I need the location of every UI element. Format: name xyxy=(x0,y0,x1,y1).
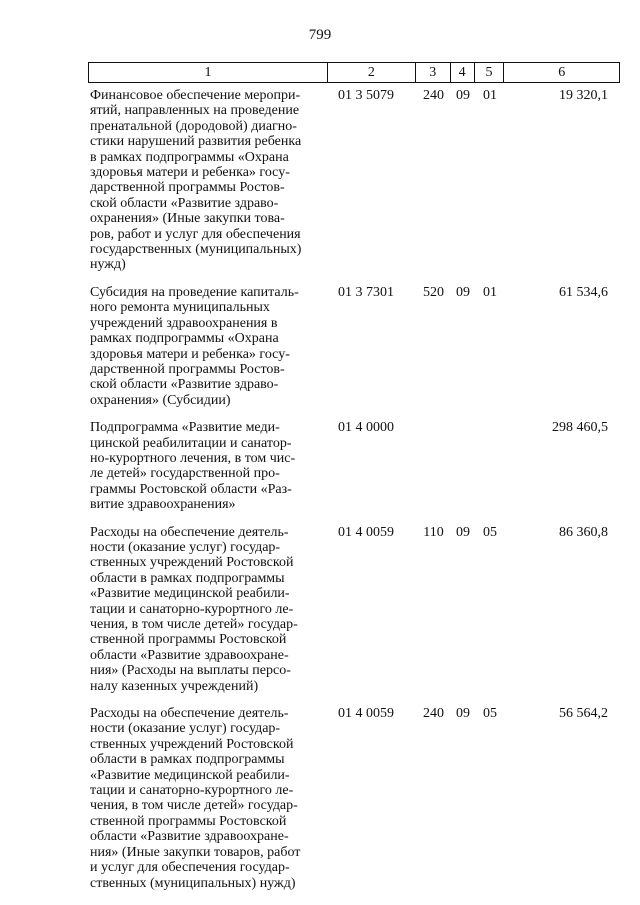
row-description: Финансовое обеспечение меропри- ятий, направленных на проведение пренатальной (дородовой) диагно- стики нарушений развития ребенка в рамках подпрограммы «Охрана здоровья матери и ребенка» госу- дарственной программы Ростов- ской области «Развитие здраво- охранения» (Иные закупки това- ров, работ и услуг для обеспечения государственных (муниципальных) нужд) xyxy=(90,88,302,273)
row-section: 09 xyxy=(456,524,470,540)
table-row xyxy=(88,706,620,891)
table-row xyxy=(88,525,620,694)
row-expense-type: 110 xyxy=(423,524,444,540)
row-subsection: 01 xyxy=(483,284,497,300)
column-header-1: 1 xyxy=(89,63,328,82)
row-target-code: 01 4 0059 xyxy=(338,706,394,722)
row-expense-type: 520 xyxy=(423,284,444,300)
page-number: 799 xyxy=(308,27,332,43)
table-row xyxy=(88,285,620,408)
row-description: Расходы на обеспечение деятель- ности (оказание услуг) государ- ственных учреждений Ростовской области в рамках подпрограммы «Развитие медицинской реабили- тации и санаторно-курортного ле- чения, в том числе детей» государ- ственной программы Ростовской области «Развитие здравоохране- ния» (Иные закупки товаров, работ и услуг для обеспечения государ- ственных (муниципальных) нужд) xyxy=(90,706,301,891)
row-amount: 19 320,1 xyxy=(559,88,608,103)
row-target-code: 01 3 5079 xyxy=(338,88,394,103)
row-section: 09 xyxy=(456,284,470,300)
row-section: 09 xyxy=(456,706,470,722)
row-amount: 86 360,8 xyxy=(559,524,608,540)
row-description: Подпрограмма «Развитие меди- цинской реабилитации и санатор- но-курортного лечения, в том чис- ле детей» государственной про- граммы Ростовской области «Раз- витие здравоохранения» xyxy=(90,420,296,513)
column-header-3: 3 xyxy=(416,63,451,82)
column-header-5: 5 xyxy=(475,63,505,82)
row-section: 09 xyxy=(456,88,470,103)
column-header-4: 4 xyxy=(451,63,475,82)
row-subsection: 05 xyxy=(483,524,497,540)
table-row xyxy=(88,420,620,512)
row-subsection: 01 xyxy=(483,88,497,103)
row-amount: 56 564,2 xyxy=(559,706,608,722)
row-target-code: 01 3 7301 xyxy=(338,284,394,300)
table-body xyxy=(88,88,620,891)
row-description: Расходы на обеспечение деятель- ности (оказание услуг) государ- ственных учреждений Ростовской области в рамках подпрограммы «Развитие медицинской реабили- тации и санаторно-курортного ле- чения, в том числе детей» государ- ственной программы Ростовской области «Развитие здравоохране- ния» (Расходы на выплаты персо- налу казенных учреждений) xyxy=(90,524,298,694)
row-target-code: 01 4 0000 xyxy=(338,420,394,436)
row-description: Субсидия на проведение капиталь- ного ремонта муниципальных учреждений здравоохранения в рамках подпрограммы «Охрана здоровья матери и ребенка» госу- дарственной программы Ростов- ской области «Развитие здраво- охранения» (Субсидии) xyxy=(90,284,299,408)
row-expense-type: 240 xyxy=(423,706,444,722)
row-expense-type: 240 xyxy=(423,88,444,103)
table-row xyxy=(88,88,620,273)
row-amount: 61 534,6 xyxy=(559,284,608,300)
table-header xyxy=(88,62,620,83)
row-amount: 298 460,5 xyxy=(552,420,608,436)
row-subsection: 05 xyxy=(483,706,497,722)
row-target-code: 01 4 0059 xyxy=(338,524,394,540)
column-header-2: 2 xyxy=(328,63,416,82)
column-header-6: 6 xyxy=(558,64,566,80)
